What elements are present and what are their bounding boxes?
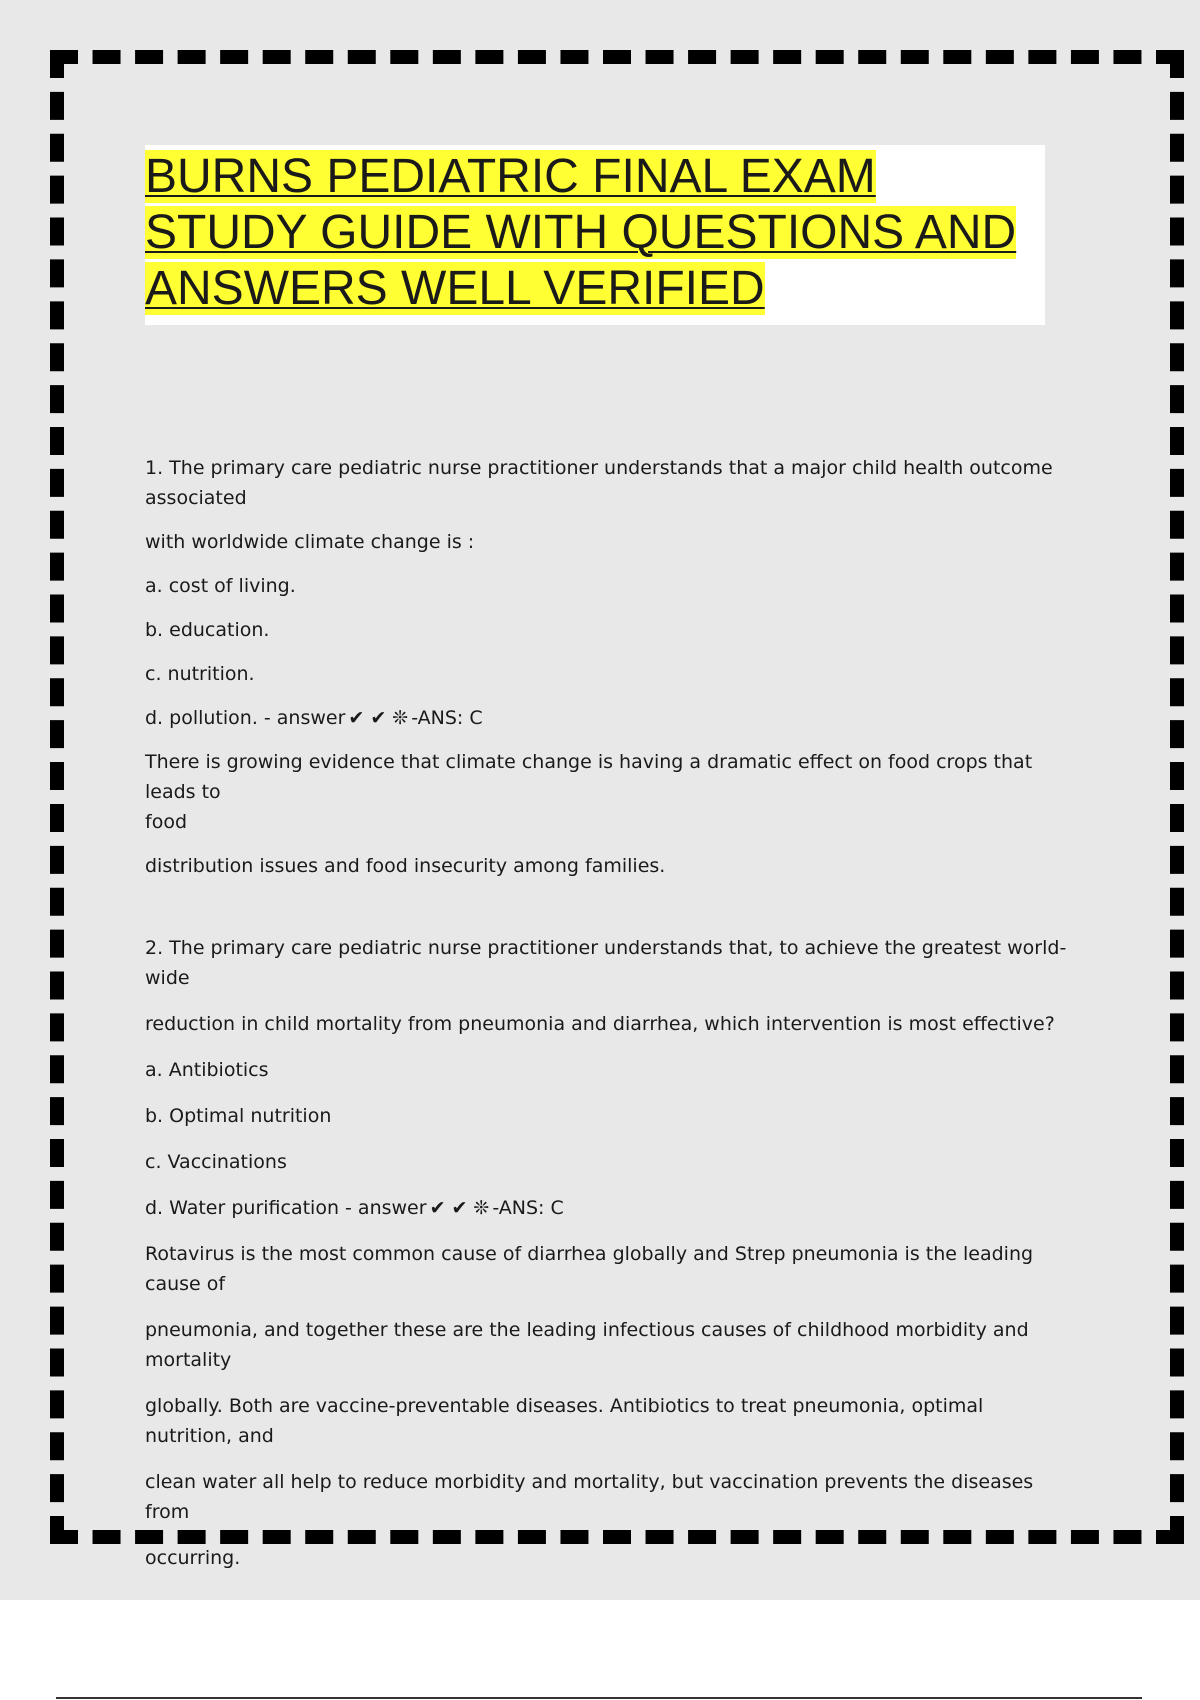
page-divider [56,1697,1142,1699]
title-line-1: BURNS PEDIATRIC FINAL EXAM [145,150,876,203]
questions [145,453,1070,1573]
q2-stem-line2: reduction in child mortality from pneumonia and diarrhea, which intervention is most effective? [145,1013,1055,1035]
q1-stem-line3: with worldwide climate change is : [145,531,475,553]
check-icon: ✔ [451,1197,468,1219]
q2-rationale-line1: Rotavirus is the most common cause of diarrhea globally and Strep pneumonia is the leading cause of [145,1243,1034,1295]
q2-rationale-line2: pneumonia, and together these are the leading infectious causes of childhood morbidity and mortality [145,1319,1029,1371]
q2-rationale-line3: globally. Both are vaccine-preventable diseases. Antibiotics to treat pneumonia, optimal nutrition, and [145,1395,984,1447]
sparkle-icon: ❊ [392,707,409,729]
sparkle-icon: ❊ [473,1197,490,1219]
check-icon: ✔ [370,707,387,729]
q2-option-a: a. Antibiotics [145,1059,269,1081]
q2-rationale-line4: clean water all help to reduce morbidity and mortality, but vaccination prevents the diseases from [145,1471,1034,1523]
q1-stem-line2: associated [145,487,247,509]
q2-option-d-text: d. Water purification - answer [145,1197,427,1219]
q2-option-d [145,1193,1070,1223]
q2-answer: -ANS: C [492,1197,564,1219]
q2-stem-line1: 2. The primary care pediatric nurse practitioner understands that, to achieve the greatest world-wide [145,937,1067,989]
document-content [145,145,1070,1625]
q1-rationale-line2: food [145,811,187,833]
q1-answer: -ANS: C [411,707,483,729]
q1-option-d [145,703,1070,733]
title-box [145,145,1045,325]
q1-stem-line1: 1. The primary care pediatric nurse practitioner understands that a major child health outcome [145,457,1053,479]
q2-rationale-line5: occurring. [145,1547,241,1569]
title-line-2: STUDY GUIDE WITH QUESTIONS AND [145,206,1017,259]
q2-option-b: b. Optimal nutrition [145,1105,332,1127]
document-title [145,149,1045,317]
title-line-3: ANSWERS WELL VERIFIED [145,262,765,315]
check-icon: ✔ [348,707,365,729]
q1-rationale-line3: distribution issues and food insecurity among families. [145,855,666,877]
check-icon: ✔ [429,1197,446,1219]
q1-option-d-text: d. pollution. - answer [145,707,346,729]
q1-option-b: b. education. [145,619,270,641]
q1-rationale-line1: There is growing evidence that climate change is having a dramatic effect on food crops that leads to [145,751,1033,803]
q1-option-c: c. nutrition. [145,663,255,685]
q2-option-c: c. Vaccinations [145,1151,287,1173]
question-2 [145,933,1070,1573]
question-1 [145,453,1070,881]
q1-option-a: a. cost of living. [145,575,296,597]
